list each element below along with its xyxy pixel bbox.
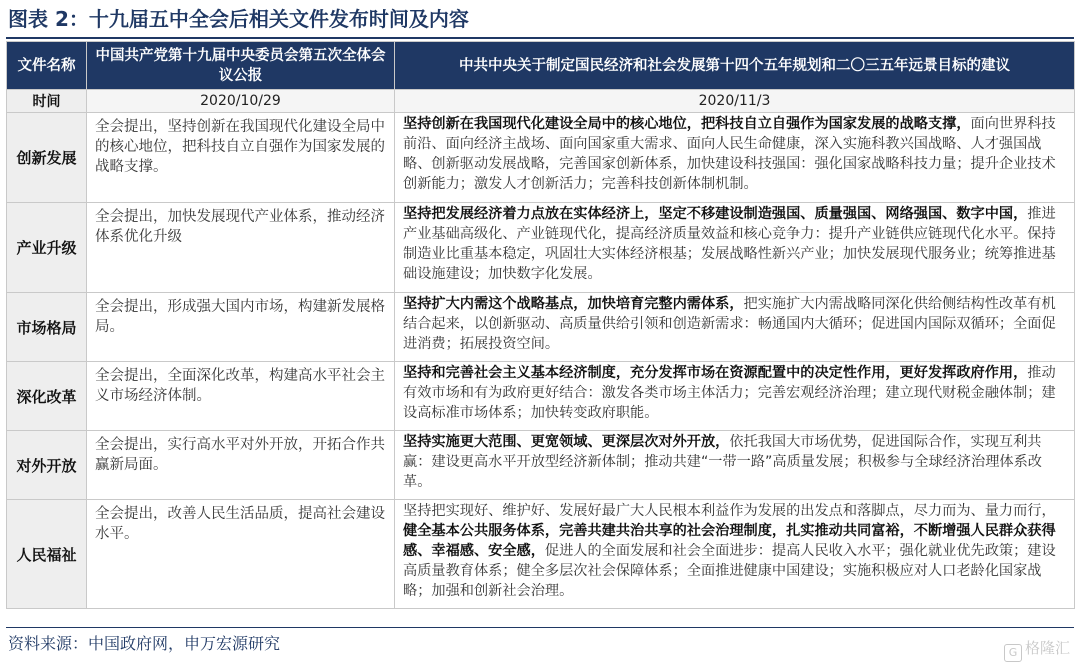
communique-text: 全会提出，全面深化改革，构建高水平社会主义市场经济体制。 (87, 362, 395, 431)
watermark (1004, 637, 1070, 662)
policy-table (6, 41, 1075, 609)
communique-text: 全会提出，实行高水平对外开放，开拓合作共赢新局面。 (87, 431, 395, 500)
proposal-body: 促进人的全面发展和社会全面进步：提高人民收入水平；强化就业优先政策；建设高质量教育体系；健全多层次社会保障体系；全面推进健康中国建设；实施积极应对人口老龄化国家战略；加强和创新社会治理。 (403, 543, 1056, 599)
proposal-text (395, 203, 1075, 293)
date-row (7, 90, 1075, 113)
proposal-emphasis: 坚持把发展经济着力点放在实体经济上，坚定不移建设制造强国、质量强国、网络强国、数字中国， (403, 206, 1028, 222)
proposal-body: 推动有效市场和有为政府更好结合：激发各类市场主体活力；完善宏观经济治理；建立现代财税金融体制；建设高标准市场体系；加快转变政府职能。 (403, 365, 1056, 421)
row-label: 创新发展 (7, 113, 87, 203)
row-label: 人民福祉 (7, 500, 87, 609)
communique-text: 全会提出，改善人民生活品质，提高社会建设水平。 (87, 500, 395, 609)
table-row (7, 113, 1075, 203)
date-proposal: 2020/11/3 (395, 90, 1075, 113)
table-row (7, 500, 1075, 609)
source-divider (6, 627, 1074, 628)
header-proposal: 中共中央关于制定国民经济和社会发展第十四个五年规划和二〇三五年远景目标的建议 (395, 42, 1075, 90)
header-file-name: 文件名称 (7, 42, 87, 90)
proposal-emphasis: 坚持实施更大范围、更宽领域、更深层次对外开放， (403, 434, 730, 450)
proposal-body: 推进产业基础高级化、产业链现代化，提高经济质量效益和核心竞争力：提升产业链供应链现代化水平。保持制造业比重基本稳定，巩固壮大实体经济根基；发展战略性新兴产业；加快发展现代服务业；统筹推进基础设施建设；加快数字化发展。 (403, 206, 1056, 282)
proposal-body: 把实施扩大内需战略同深化供给侧结构性改革有机结合起来，以创新驱动、高质量供给引领和创造新需求：畅通国内大循环；促进国内国际双循环；全面促进消费；拓展投资空间。 (403, 296, 1056, 352)
proposal-body: 依托我国大市场优势，促进国际合作，实现互利共赢：建设更高水平开放型经济新体制；推动共建“一带一路”高质量发展；积极参与全球经济治理体系改革。 (403, 434, 1042, 490)
table-row (7, 293, 1075, 362)
source-note: 资料来源：中国政府网，申万宏源研究 (8, 634, 281, 653)
proposal-emphasis: 坚持创新在我国现代化建设全局中的核心地位，把科技自立自强作为国家发展的战略支撑， (403, 116, 971, 132)
row-label: 市场格局 (7, 293, 87, 362)
communique-text: 全会提出，坚持创新在我国现代化建设全局中的核心地位，把科技自立自强作为国家发展的战略支撑。 (87, 113, 395, 203)
proposal-text (395, 293, 1075, 362)
row-label: 对外开放 (7, 431, 87, 500)
table-row (7, 203, 1075, 293)
proposal-text (395, 362, 1075, 431)
proposal-text (395, 500, 1075, 609)
table-row (7, 431, 1075, 500)
date-label: 时间 (7, 90, 87, 113)
header-communique: 中国共产党第十九届中央委员会第五次全体会议公报 (87, 42, 395, 90)
date-communique: 2020/10/29 (87, 90, 395, 113)
row-label: 产业升级 (7, 203, 87, 293)
proposal-emphasis: 坚持扩大内需这个战略基点，加快培育完整内需体系， (403, 296, 744, 312)
proposal-emphasis: 健全基本公共服务体系，完善共建共治共享的社会治理制度，扎实推动共同富裕，不断增强人民群众获得感、幸福感、安全感， (403, 523, 1056, 559)
title-divider (6, 37, 1074, 39)
proposal-text (395, 431, 1075, 500)
communique-text: 全会提出，加快发展现代产业体系，推动经济体系优化升级 (87, 203, 395, 293)
watermark-text: 格隆汇 (1024, 639, 1070, 657)
figure-title: 图表 2：十九届五中全会后相关文件发布时间及内容 (8, 7, 469, 31)
row-label: 深化改革 (7, 362, 87, 431)
proposal-emphasis: 坚持和完善社会主义基本经济制度，充分发挥市场在资源配置中的决定性作用，更好发挥政府作用， (403, 365, 1028, 381)
gelonghui-logo-icon: G (1004, 644, 1022, 662)
header-row (7, 42, 1075, 90)
proposal-text (395, 113, 1075, 203)
proposal-body: 面向世界科技前沿、面向经济主战场、面向国家重大需求、面向人民生命健康，深入实施科教兴国战略、人才强国战略、创新驱动发展战略，完善国家创新体系，加快建设科技强国：强化国家战略科技力量；提升企业技术创新能力；激发人才创新活力；完善科技创新体制机制。 (403, 116, 1056, 192)
communique-text: 全会提出，形成强大国内市场，构建新发展格局。 (87, 293, 395, 362)
proposal-intro: 坚持把实现好、维护好、发展好最广大人民根本利益作为发展的出发点和落脚点，尽力而为、量力而行， (403, 503, 1056, 519)
table-row (7, 362, 1075, 431)
